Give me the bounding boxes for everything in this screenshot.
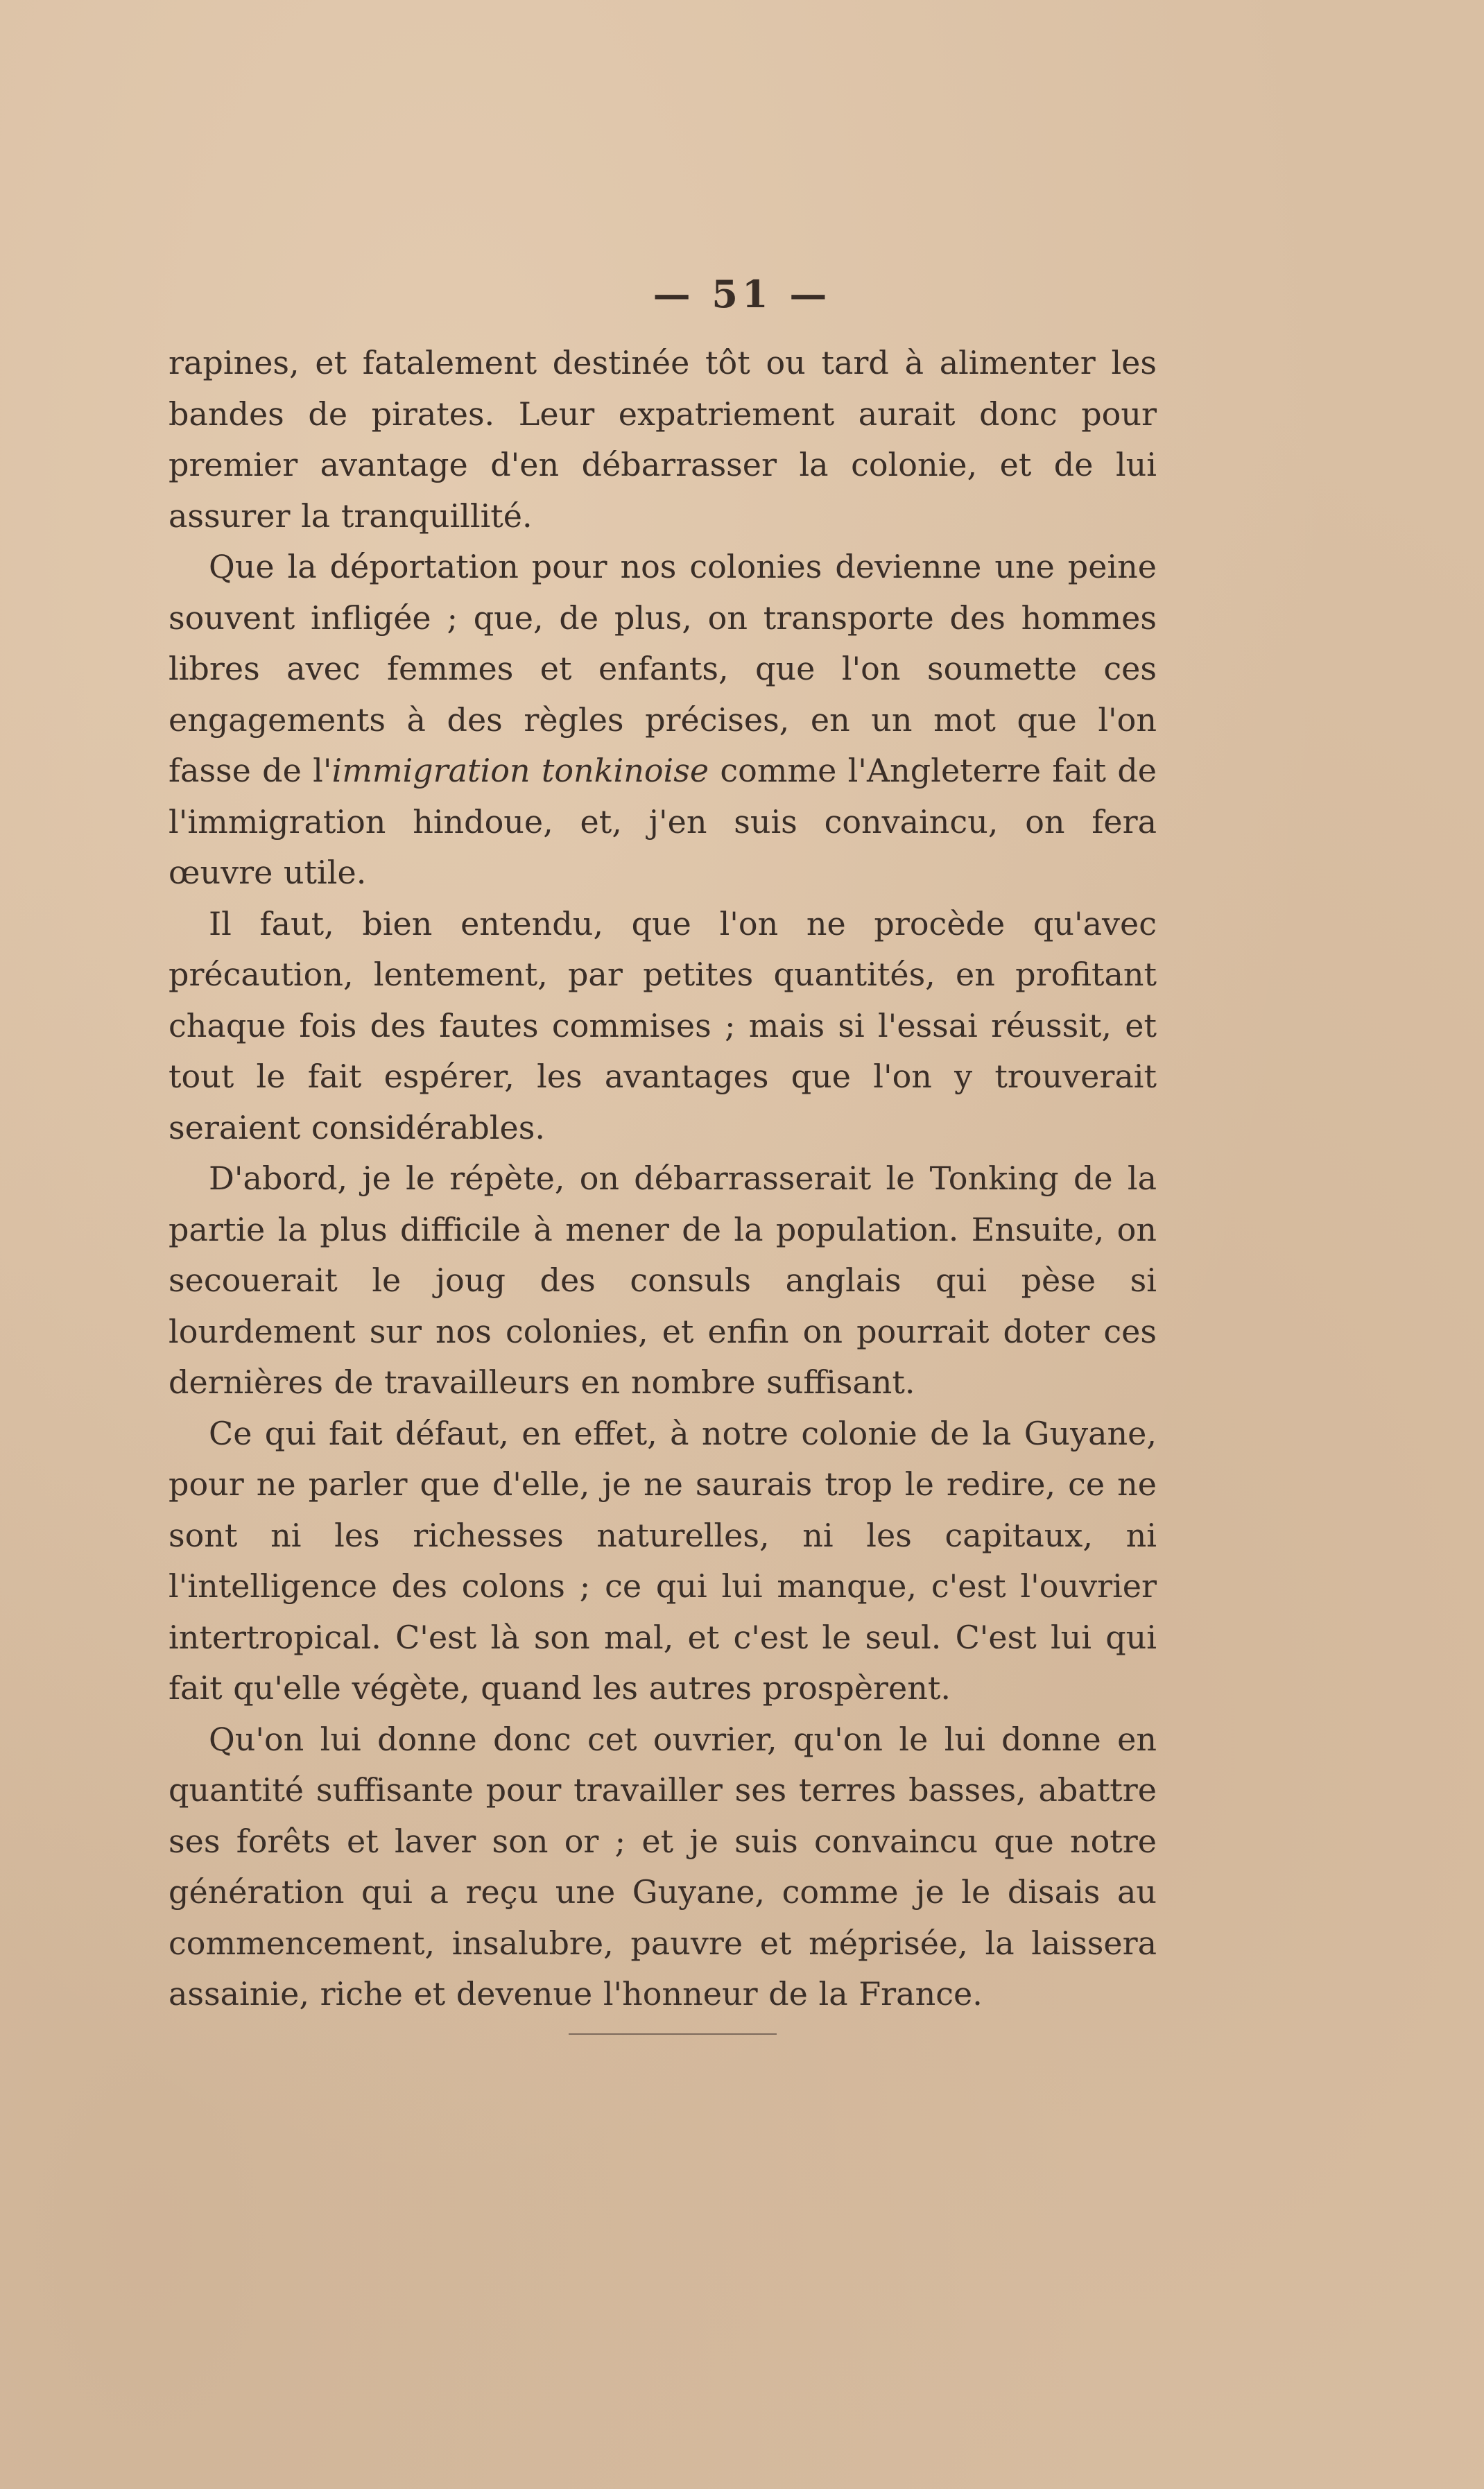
paragraph-5: [169, 1409, 1157, 1714]
closing-rule: [569, 2033, 777, 2035]
paragraph-2-italic-term: immigration tonkinoise: [331, 752, 709, 789]
paragraph-1: [169, 338, 1157, 542]
paragraph-6: [169, 1714, 1157, 2020]
paragraph-6-text: Qu'on lui donne donc cet ouvrier, qu'on le lui donne en quantité suffisante pour travailler ses terres basses, abattre ses forêts et laver son or ; et je suis convaincu que notre génération qui a reçu une Guyane, comme je le disais au commencement, insalubre, pauvre et méprisée, la laissera assainie, riche et devenue l'honneur de la France.: [169, 1720, 1157, 2013]
page-number: — 51 —: [653, 272, 831, 316]
paragraph-3: [169, 899, 1157, 1154]
body-text: [169, 338, 1157, 2020]
paragraph-4: [169, 1153, 1157, 1409]
paragraph-2-text-b: comme l'Angleterre fait de l'immigration hindoue, et, j'en suis convaincu, on fera œuvre utile.: [169, 752, 1157, 891]
paragraph-4-text: D'abord, je le répète, on débarrasserait le Tonking de la partie la plus difficile à mener de la population. Ensuite, on secouerait le joug des consuls anglais qui pèse si lourdement sur nos colonies, et enfin on pourrait doter ces dernières de travailleurs en nombre suffisant.: [169, 1160, 1157, 1401]
paragraph-2-text-a: Que la déportation pour nos colonies devienne une peine souvent infligée ; que, de plus, on transporte des hommes libres avec femmes et enfants, que l'on soumette ces engagements à des règles précises, en un mot que l'on fasse de l': [169, 548, 1157, 789]
paragraph-1-text: rapines, et fatalement destinée tôt ou tard à alimenter les bandes de pirates. Leur expatriement aurait donc pour premier avantage d'en débarrasser la colonie, et de lui assurer la tranquillité.: [169, 344, 1157, 535]
paragraph-5-text: Ce qui fait défaut, en effet, à notre colonie de la Guyane, pour ne parler que d'elle, je ne saurais trop le redire, ce ne sont ni les richesses naturelles, ni les capitaux, ni l'intelligence des colons ; ce qui lui manque, c'est l'ouvrier intertropical. C'est là son mal, et c'est le seul. C'est lui qui fait qu'elle végète, quand les autres prospèrent.: [169, 1414, 1157, 1707]
paragraph-2: [169, 542, 1157, 899]
paragraph-3-text: Il faut, bien entendu, que l'on ne procède qu'avec précaution, lentement, par petites quantités, en profitant chaque fois des fautes commises ; mais si l'essai réussit, et tout le fait espérer, les avantages que l'on y trouverait seraient considérables.: [169, 904, 1157, 1146]
